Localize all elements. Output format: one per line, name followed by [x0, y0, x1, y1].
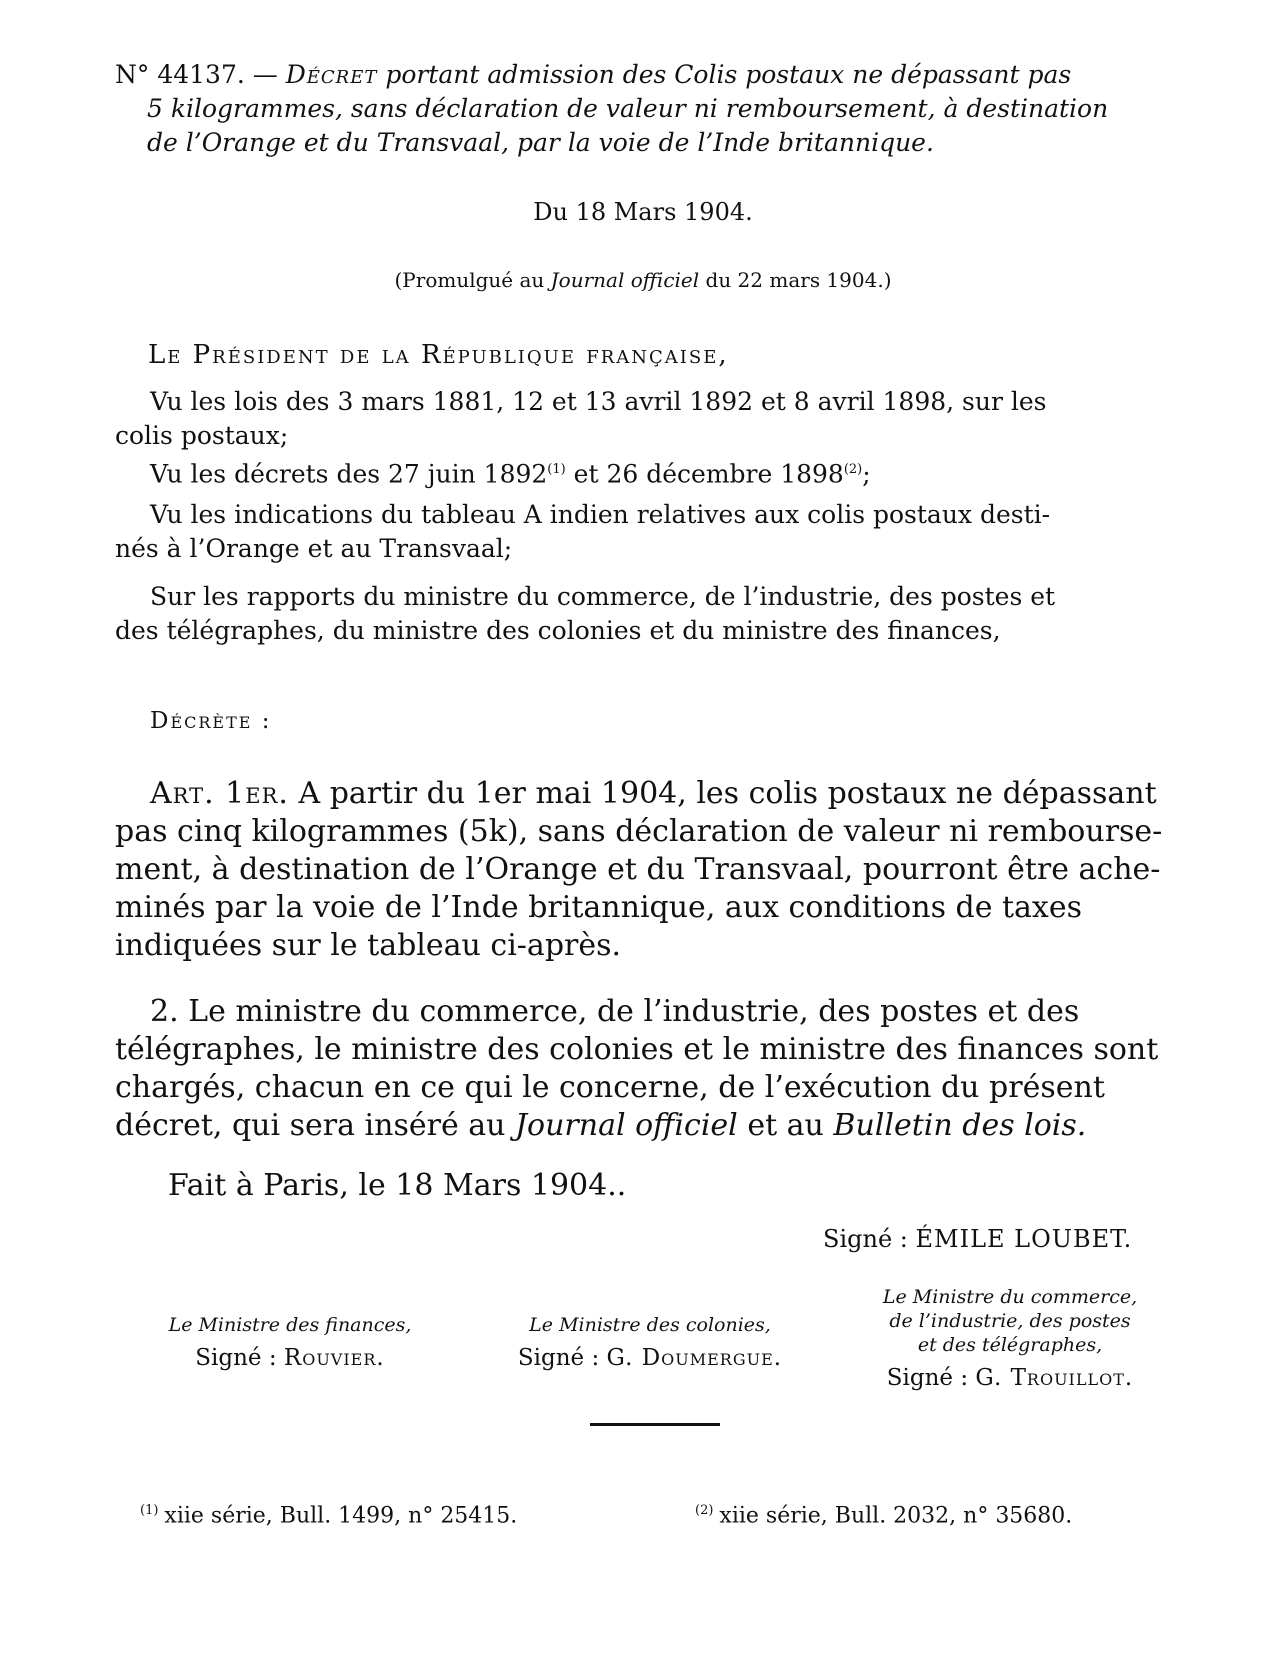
minister-colonies	[495, 1313, 805, 1371]
article-1-line-3: ment, à destination de l’Orange et du Transvaal, pourront être ache-	[115, 852, 1161, 887]
fait-a-paris: Fait à Paris, le 18 Mars 1904..	[168, 1168, 627, 1203]
considerant-2-after: ;	[862, 459, 871, 489]
minister-commerce-title-3: et des télégraphes,	[917, 1334, 1103, 1356]
minister-finances-title: Le Ministre des finances,	[168, 1314, 412, 1336]
promulgation-before: (Promulgué au	[394, 268, 545, 292]
minister-finances	[150, 1313, 430, 1371]
considerant-4-line-1: Sur les rapports du ministre du commerce, de l’industrie, des postes et	[150, 582, 1056, 611]
promulgation-note	[0, 268, 1286, 292]
considerant-2	[115, 453, 1190, 491]
article-2	[115, 993, 1195, 1145]
article-2-line-1: 2. Le ministre du commerce, de l’industrie, des postes et des	[150, 994, 1080, 1029]
decree-word: Décret	[285, 60, 378, 89]
minister-finances-name: Rouvier.	[283, 1345, 385, 1371]
decree-date: Du 18 Mars 1904.	[533, 198, 753, 226]
article-2-line-4-before: décret, qui sera inséré au	[115, 1108, 506, 1143]
promulgation-journal: Journal officiel	[550, 268, 700, 292]
considerant-1	[115, 385, 1190, 453]
article-2-journal: Journal officiel	[515, 1108, 738, 1143]
president-heading: Le Président de la République française,	[148, 340, 729, 370]
decree-header	[115, 58, 1190, 160]
decrete-heading: Décrète :	[150, 708, 272, 734]
considerant-1-line-2: colis postaux;	[115, 421, 289, 450]
minister-commerce-sig-label: Signé :	[886, 1365, 969, 1391]
considerant-4-line-2: des télégraphes, du ministre des colonies et du ministre des finances,	[115, 616, 1001, 645]
article-1-line-4: minés par la voie de l’Inde britannique, aux conditions de taxes	[115, 890, 1083, 925]
minister-colonies-sig-label: Signé :	[517, 1345, 600, 1371]
decree-number: N° 44137. —	[115, 60, 278, 89]
considerant-2-middle: et 26 décembre 1898	[573, 459, 844, 489]
president-signature	[823, 1225, 1132, 1253]
article-1	[115, 775, 1195, 965]
considerant-3-line-1: Vu les indications du tableau A indien relatives aux colis postaux desti-	[150, 500, 1051, 529]
minister-colonies-title: Le Ministre des colonies,	[529, 1314, 771, 1336]
minister-finances-sig-label: Signé :	[195, 1345, 277, 1371]
footnote-2-text: xiie série, Bull. 2032, n° 35680.	[719, 1503, 1073, 1529]
article-2-line-3: chargés, chacun en ce qui le concerne, de l’exécution du présent	[115, 1070, 1105, 1105]
president-signature-label: Signé :	[823, 1225, 908, 1253]
footnote-ref-2: (2)	[843, 462, 863, 477]
article-1-line-1: A partir du 1er mai 1904, les colis postaux ne dépassant	[298, 776, 1157, 811]
footnote-2	[695, 1503, 1072, 1528]
article-1-line-5: indiquées sur le tableau ci-après.	[115, 928, 622, 963]
footnote-1-mark: (1)	[140, 1503, 159, 1518]
article-2-line-4-middle: et au	[747, 1108, 824, 1143]
considerant-2-before: Vu les décrets des 27 juin 1892	[150, 459, 548, 489]
minister-commerce	[860, 1285, 1160, 1391]
promulgation-after: du 22 mars 1904.)	[705, 268, 892, 292]
article-2-bulletin: Bulletin des lois.	[833, 1108, 1087, 1143]
footnote-ref-1: (1)	[547, 462, 566, 477]
footnote-1-text: xiie série, Bull. 1499, n° 25415.	[164, 1503, 518, 1529]
minister-commerce-title-2: de l’industrie, des postes	[889, 1310, 1131, 1332]
article-1-line-2: pas cinq kilogrammes (5k), sans déclaration de valeur ni rembourse-	[115, 814, 1163, 849]
decree-title-line-2: 5 kilogrammes, sans déclaration de valeur ni remboursement, à destination	[147, 94, 1109, 123]
decree-title-line-3: de l’Orange et du Transvaal, par la voie de l’Inde britannique.	[147, 128, 934, 157]
minister-commerce-name: G. Trouillot.	[975, 1365, 1134, 1391]
decree-title-line-1: portant admission des Colis postaux ne dépassant pas	[385, 60, 1072, 89]
minister-commerce-title-1: Le Ministre du commerce,	[882, 1286, 1138, 1308]
considerant-3-line-2: nés à l’Orange et au Transvaal;	[115, 534, 513, 563]
footnote-1	[140, 1503, 517, 1528]
minister-colonies-name: G. Doumergue.	[606, 1345, 783, 1371]
president-signature-name: ÉMILE LOUBET.	[915, 1225, 1133, 1253]
considerant-1-line-1: Vu les lois des 3 mars 1881, 12 et 13 avril 1892 et 8 avril 1898, sur les	[150, 387, 1047, 416]
footnote-2-mark: (2)	[695, 1503, 714, 1518]
article-2-line-2: télégraphes, le ministre des colonies et le ministre des finances sont	[115, 1032, 1159, 1067]
considerant-4	[115, 580, 1190, 648]
separator-rule	[590, 1423, 720, 1426]
minister-signatures	[0, 1285, 1286, 1405]
considerant-3	[115, 498, 1190, 566]
article-1-label: Art. 1er.	[150, 776, 289, 811]
